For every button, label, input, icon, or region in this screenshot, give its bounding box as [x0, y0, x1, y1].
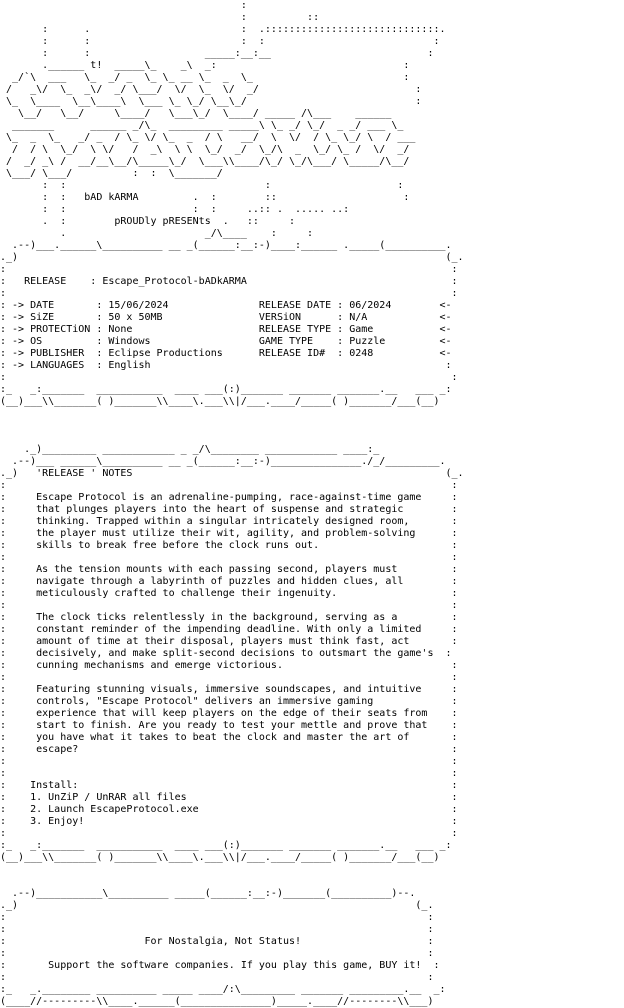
nfo-line: : :: [0, 912, 434, 923]
nfo-line: : escape? :: [0, 744, 458, 755]
nfo-line: : -> PUBLISHER : Eclipse Productions RELEASE ID# : 0248 <-: [0, 348, 452, 359]
nfo-line: .______ t! _____\_ _\ _: :: [0, 60, 410, 71]
nfo-line: : -> OS : Windows GAME TYPE : Puzzle <-: [0, 336, 452, 347]
nfo-line: : :: [0, 288, 458, 299]
nfo-line: : cunning mechanisms and emerge victorious. :: [0, 660, 458, 671]
nfo-line: : : : : :: [0, 36, 440, 47]
nfo-line: : Support the software companies. If you play this game, BUY it! :: [0, 960, 440, 971]
nfo-line: .--)___________\__________ _____(______:__:-)_______(__________)--.: [0, 888, 416, 899]
nfo-line: : As the tension mounts with each passing second, players must :: [0, 564, 458, 575]
nfo-line: : thinking. Trapped within a singular intricately designed room, :: [0, 516, 458, 527]
nfo-line: (__)___\\_______( )_______\\____\.___\\|/___.____/_____( )_______/___(__): [0, 852, 440, 863]
nfo-line: : . : .:::::::::::::::::::::::::::::.: [0, 24, 446, 35]
nfo-line: \_ _ \_ _/ _ / \_ \/ \_ _ / \ __/ \ \/ / \_ \_/ \ / ___: [0, 132, 416, 143]
nfo-line: : :: [0, 600, 458, 611]
nfo-line: ._)_________ ____________ _ _/\________ ____________ ____:_: [0, 444, 380, 455]
nfo-line: ._) (_.: [0, 900, 434, 911]
nfo-line: : 3. Enjoy! :: [0, 816, 458, 827]
nfo-line: : :: [0, 672, 458, 683]
nfo-line: : the player must utilize their wit, agility, and problem-solving :: [0, 528, 458, 539]
nfo-line: : :: [0, 768, 458, 779]
nfo-line: : :: [0, 924, 434, 935]
nfo-line: .--)___.______\__________ __ _(______:__:-)____:______ ._____(__________.: [0, 240, 452, 251]
nfo-line: _/`\ ___ \_ _/ _ \_ \_ __ \_ _ \_ :: [0, 72, 410, 83]
nfo-line: : :: [0, 756, 458, 767]
nfo-line: :_ _:_______ ___________ ____ ___(:)_______ _______ _______.__ ___ _:: [0, 840, 452, 851]
nfo-line: : :: [0, 480, 458, 491]
nfo-line: : start to finish. Are you ready to test your mettle and prove that :: [0, 720, 458, 731]
nfo-line: : skills to break free before the clock runs out. :: [0, 540, 458, 551]
nfo-line: :_ _.________ __________ _____ ____/:\_________ _______ _________.__ _:: [0, 984, 446, 995]
nfo-line: : navigate through a labyrinth of puzzles and hidden clues, all :: [0, 576, 458, 587]
nfo-line: : experience that will keep players on the edge of their seats from :: [0, 708, 458, 719]
nfo-line: : :: [0, 948, 434, 959]
nfo-line: : 2. Launch EscapeProtocol.exe :: [0, 804, 458, 815]
nfo-line: : that plunges players into the heart of suspense and strategic :: [0, 504, 458, 515]
nfo-line: (____//---------\\____.______(_______________)_____.____//--------\\___): [0, 996, 434, 1007]
nfo-line: : :: [0, 828, 458, 839]
nfo-line: _______ ______ _/\_ _________ _____\ \_ _/ \_/ _ _/ ___ \_: [0, 120, 404, 131]
nfo-line: : :: [0, 264, 458, 275]
nfo-line: : -> DATE : 15/06/2024 RELEASE DATE : 06/2024 <-: [0, 300, 452, 311]
nfo-line: \__/ \__/ \____/ \___\_/ \____/ _____ /\___ ______: [0, 108, 392, 119]
nfo-line: .--)___ ______\__________ __ _(______:__:-)_______________./_/_________.: [0, 456, 446, 467]
nfo-line: : -> PROTECTiON : None RELEASE TYPE : Game <-: [0, 324, 452, 335]
nfo-line: : Featuring stunning visuals, immersive soundscapes, and intuitive :: [0, 684, 458, 695]
nfo-line: : Install: :: [0, 780, 458, 791]
nfo-line: : Escape Protocol is an adrenaline-pumping, race-against-time game :: [0, 492, 458, 503]
nfo-line: \_ \____ \__\____\ \___ \_ \_/ \__\_/ :: [0, 96, 422, 107]
nfo-line: ._) (_.: [0, 252, 464, 263]
nfo-line: : you have what it takes to beat the clock and master the art of :: [0, 732, 458, 743]
nfo-line: : constant reminder of the impending deadline. With only a limited :: [0, 624, 458, 635]
nfo-line: : The clock ticks relentlessly in the background, serving as a :: [0, 612, 458, 623]
nfo-line: : ::: [0, 12, 320, 23]
nfo-line: / / \ \_/ \ \/ / _\ \ \ \_/ _/ \_/\ _ \_/ \_ / \/ _/: [0, 144, 410, 155]
nfo-line: : : : :: [0, 180, 404, 191]
nfo-line: :: [0, 0, 247, 11]
nfo-line: : -> SiZE : 50 x 50MB VERSiON : N/A <-: [0, 312, 452, 323]
nfo-line: : -> LANGUAGES : English :: [0, 360, 452, 371]
nfo-line: : : _____:__:__ :: [0, 48, 434, 59]
nfo-line: :_ _:_______ ___________ ____ ___(:)_______ _______ _______.__ ___ _:: [0, 384, 452, 395]
nfo-line: ._) 'RELEASE ' NOTES (_.: [0, 468, 464, 479]
nfo-line: : :: [0, 552, 458, 563]
nfo-line: : decisively, and make split-second decisions to outsmart the game's :: [0, 648, 452, 659]
nfo-line: : : : : ..:: . ..... ..:: [0, 204, 350, 215]
nfo-line: \___/ \___/ : : \_______/: [0, 168, 404, 179]
nfo-line: : For Nostalgia, Not Status! :: [0, 936, 434, 947]
nfo-line: . _/\____ : :: [0, 228, 314, 239]
nfo-line: / _\/ \_ _\/ _/ \___/ \/ \_ \/ _/ :: [0, 84, 422, 95]
nfo-line: . : pROUDly pRESENts . :: :: [0, 216, 296, 227]
nfo-line: : :: [0, 372, 458, 383]
nfo-line: : :: [0, 972, 434, 983]
nfo-line: : meticulously crafted to challenge their ingenuity. :: [0, 588, 458, 599]
nfo-line: : RELEASE : Escape_Protocol-bADkARMA :: [0, 276, 458, 287]
nfo-line: : : bAD kARMA . : :: :: [0, 192, 410, 203]
nfo-line: : 1. UnZiP / UnRAR all files :: [0, 792, 458, 803]
nfo-line: (__)___\\_______( )_______\\____\.___\\|/___.____/_____( )_______/___(__): [0, 396, 440, 407]
nfo-line: / _/ _\ / __/__\__/\_____\_/ \___\\____/\_/ \_/\___/ \_____/\__/: [0, 156, 410, 167]
nfo-line: : controls, "Escape Protocol" delivers an immersive gaming :: [0, 696, 458, 707]
nfo-line: : amount of time at their disposal, players must think fast, act :: [0, 636, 458, 647]
